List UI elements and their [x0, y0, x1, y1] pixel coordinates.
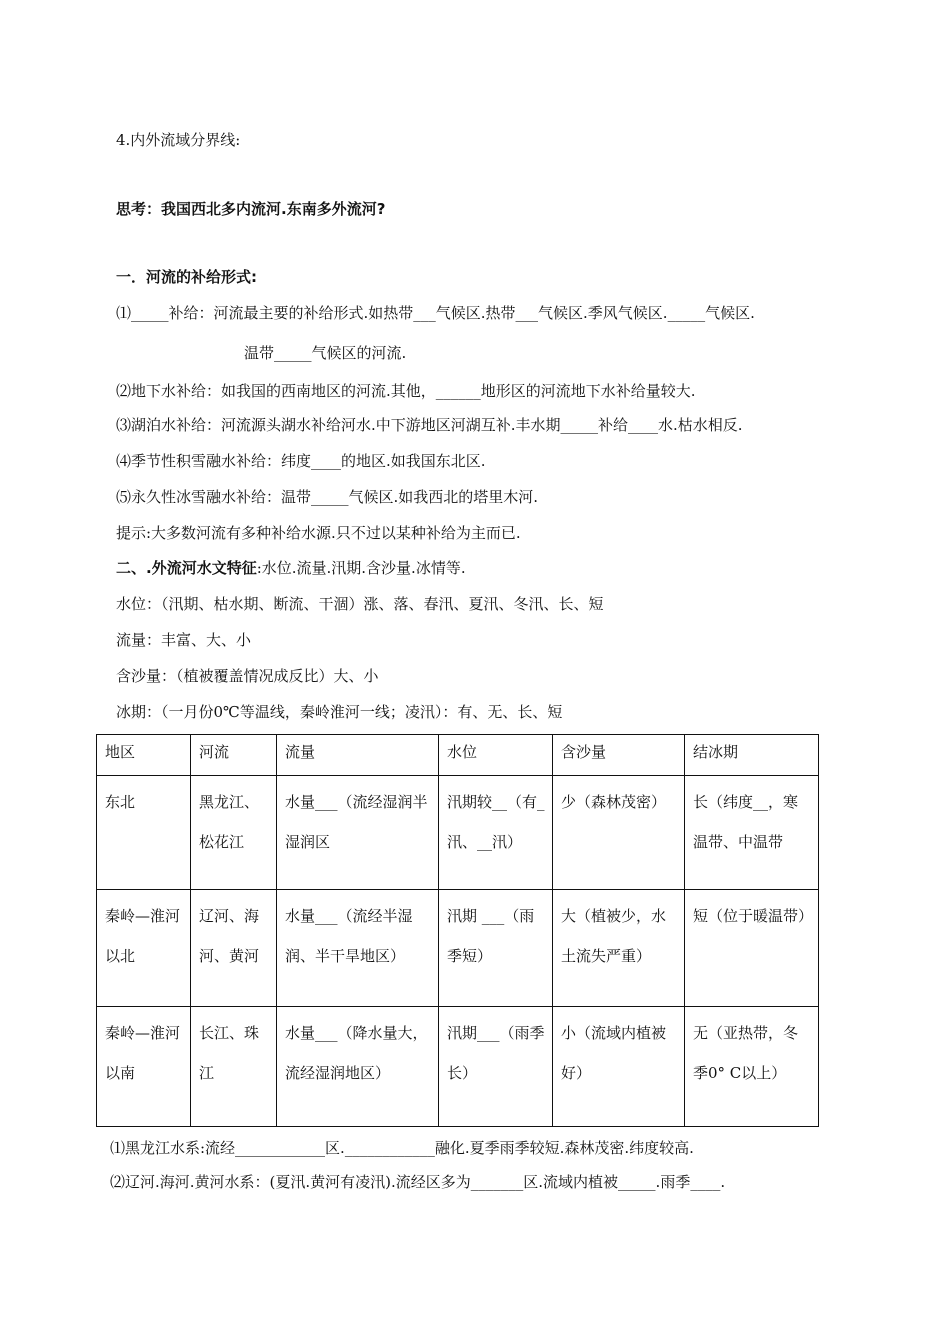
table-cell: 辽河、海河、黄河: [191, 890, 277, 1007]
table-cell: 汛期___（雨季长）: [439, 1007, 553, 1127]
table-cell: 水量___（流经湿润半湿润区: [277, 776, 439, 890]
supply-item-4: ⑷季节性积雪融水补给：纬度____的地区.如我国东北区.: [116, 452, 486, 470]
table-cell: 秦岭—淮河以南: [97, 1007, 191, 1127]
think-question: 思考：我国西北多内流河.东南多外流河?: [116, 200, 386, 218]
table-header-cell: 地区: [97, 735, 191, 776]
table-cell: 秦岭—淮河以北: [97, 890, 191, 1007]
table-row: [97, 1007, 819, 1127]
table-header-cell: 河流: [191, 735, 277, 776]
flow-line: 流量：丰富、大、小: [116, 631, 252, 649]
table-cell: 少（森林茂密）: [553, 776, 685, 890]
features-heading-bold: 二、.外流河水文特征: [116, 559, 257, 577]
sediment-line: 含沙量：（植被覆盖情况成反比）大、小: [116, 667, 379, 685]
table-cell: 长（纬度__，寒温带、中温带: [685, 776, 819, 890]
supply-item-3: ⑶湖泊水补给：河流源头湖水补给河水.中下游地区河湖互补.丰水期_____补给____水.枯水相反.: [116, 416, 743, 434]
table-header-cell: 结冰期: [685, 735, 819, 776]
supply-item-1-cont: 温带_____气候区的河流.: [244, 344, 407, 362]
table-cell: 短（位于暖温带）: [685, 890, 819, 1007]
table-cell: 汛期较__（有_汛、__汛）: [439, 776, 553, 890]
boundary-line-heading: 4.内外流域分界线:: [116, 131, 241, 149]
table-row: [97, 776, 819, 890]
ice-line: 冰期：（一月份0℃等温线，秦岭淮河一线；凌汛）：有、无、长、短: [116, 703, 563, 721]
table-header-cell: 水位: [439, 735, 553, 776]
features-heading: [116, 557, 466, 578]
table-cell: 水量___（降水量大，流经湿润地区）: [277, 1007, 439, 1127]
water-level-line: 水位：（汛期、枯水期、断流、干涸）涨、落、春汛、夏汛、冬汛、长、短: [116, 595, 604, 613]
table-header-row: [97, 735, 819, 776]
table-cell: 水量___（流经半湿润、半干旱地区）: [277, 890, 439, 1007]
table-cell: 长江、珠江: [191, 1007, 277, 1127]
supply-item-5: ⑸永久性冰雪融水补给：温带_____气候区.如我西北的塔里木河.: [116, 488, 539, 506]
table-header-cell: 含沙量: [553, 735, 685, 776]
table-cell: 东北: [97, 776, 191, 890]
table-cell: 大（植被少，水土流失严重）: [553, 890, 685, 1007]
table-cell: 无（亚热带，冬季0° C以上）: [685, 1007, 819, 1127]
table-cell: 小（流域内植被好）: [553, 1007, 685, 1127]
supply-item-1: ⑴_____补给：河流最主要的补给形式.如热带___气候区.热带___气候区.季风气候区._____气候区.: [116, 304, 755, 322]
table-row: [97, 890, 819, 1007]
supply-tip: 提示:大多数河流有多种补给水源.只不过以某种补给为主而已.: [116, 524, 521, 542]
question-liao-hai-huang: ⑵辽河.海河.黄河水系：(夏汛.黄河有凌汛).流经区多为_______区.流域内植被_____.雨季____.: [110, 1173, 726, 1191]
features-heading-rest: :水位.流量.汛期.含沙量.冰情等.: [256, 559, 466, 577]
supply-item-2: ⑵地下水补给：如我国的西南地区的河流.其他，______地形区的河流地下水补给量较大.: [116, 382, 696, 400]
supply-section-title: 一．河流的补给形式:: [116, 268, 257, 286]
table-header-cell: 流量: [277, 735, 439, 776]
question-heilongjiang: ⑴黑龙江水系:流经____________区.____________融化.夏季雨季较短.森林茂密.纬度较高.: [110, 1139, 694, 1157]
hydrology-table: [96, 734, 819, 1127]
table-cell: 汛期 ___（雨季短）: [439, 890, 553, 1007]
table-cell: 黑龙江、松花江: [191, 776, 277, 890]
